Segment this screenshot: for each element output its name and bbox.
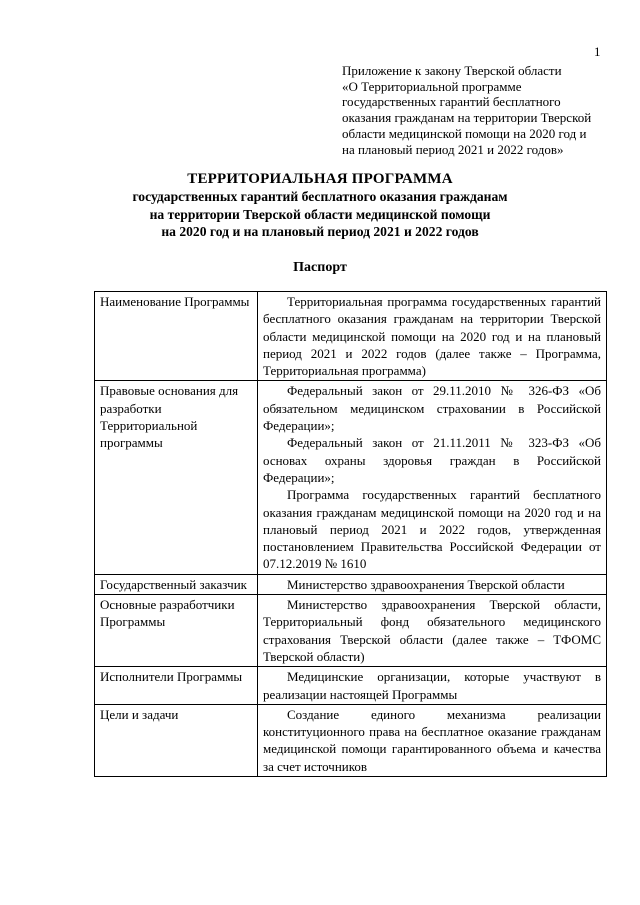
table-row xyxy=(95,704,607,776)
content-paragraph: Министерство здравоохранения Тверской области, Территориальный фонд обязательного медицинского страхования Тверской области (далее также – ТФОМС Тверской области) xyxy=(263,597,601,664)
row-label: Государственный заказчик xyxy=(95,574,258,594)
row-label: Основные разработчики Программы xyxy=(95,595,258,667)
appendix-line: «О Территориальной программе xyxy=(342,78,522,94)
row-label: Наименование Программы xyxy=(95,292,258,381)
content-paragraph: Медицинские организации, которые участвуют в реализации настоящей Программы xyxy=(263,669,601,702)
table-row xyxy=(95,595,607,667)
table-row xyxy=(95,574,607,594)
page-number: 1 xyxy=(594,44,601,59)
title-subline: государственных гарантий бесплатного оказания гражданам xyxy=(132,189,508,204)
appendix-line: области медицинской помощи на 2020 год и xyxy=(342,125,587,141)
content-paragraph: Программа государственных гарантий бесплатного оказания гражданам медицинской помощи на 2020 год и на плановый период 2021 и 2022 годов, утвержденная постановлением Правительства Российской Федерации от 07.12.2019 № 1610 xyxy=(263,487,601,572)
title-subline: на территории Тверской области медицинской помощи xyxy=(149,206,491,222)
content-paragraph: Создание единого механизма реализации конституционного права на бесплатное оказание гражданам медицинской помощи гарантированного объема и качества за счет источников xyxy=(263,706,601,774)
row-label: Правовые основания для разработки Территориальной программы xyxy=(95,381,258,574)
row-content xyxy=(258,381,607,574)
row-content xyxy=(258,667,607,705)
title-subline: на 2020 год и на плановый период 2021 и 2022 годов xyxy=(161,224,479,239)
table-row xyxy=(95,292,607,381)
appendix-line: на плановый период 2021 и 2022 годов» xyxy=(342,141,564,157)
row-content xyxy=(258,704,607,776)
table-row xyxy=(95,381,607,574)
title-main: ТЕРРИТОРИАЛЬНАЯ ПРОГРАММА xyxy=(187,171,453,187)
content-paragraph: Территориальная программа государственных гарантий бесплатного оказания гражданам на территории Тверской области медицинской помощи на 2020 год и на плановый период 2021 и 2022 годов (далее также – Программа, Территориальная программа) xyxy=(263,294,601,379)
row-content xyxy=(258,574,607,594)
passport-heading: Паспорт xyxy=(293,260,347,275)
passport-table xyxy=(94,291,607,777)
table-row xyxy=(95,667,607,705)
content-paragraph: Федеральный закон от 29.11.2010 № 326-ФЗ «Об обязательном медицинском страховании в Российской Федерации»; xyxy=(263,383,601,434)
content-paragraph: Министерство здравоохранения Тверской области xyxy=(287,576,565,592)
row-content xyxy=(258,292,607,381)
row-label: Исполнители Программы xyxy=(95,667,258,705)
appendix-line: Приложение к закону Тверской области xyxy=(342,63,562,78)
appendix-note xyxy=(342,63,599,157)
row-content xyxy=(258,595,607,667)
appendix-line: государственных гарантий бесплатного xyxy=(342,94,561,110)
row-label: Цели и задачи xyxy=(95,704,258,776)
appendix-line: оказания гражданам на территории Тверской xyxy=(342,110,592,126)
document-title xyxy=(60,171,580,241)
content-paragraph: Федеральный закон от 21.11.2011 № 323-ФЗ «Об основах охраны здоровья граждан в Российской Федерации»; xyxy=(263,435,601,485)
